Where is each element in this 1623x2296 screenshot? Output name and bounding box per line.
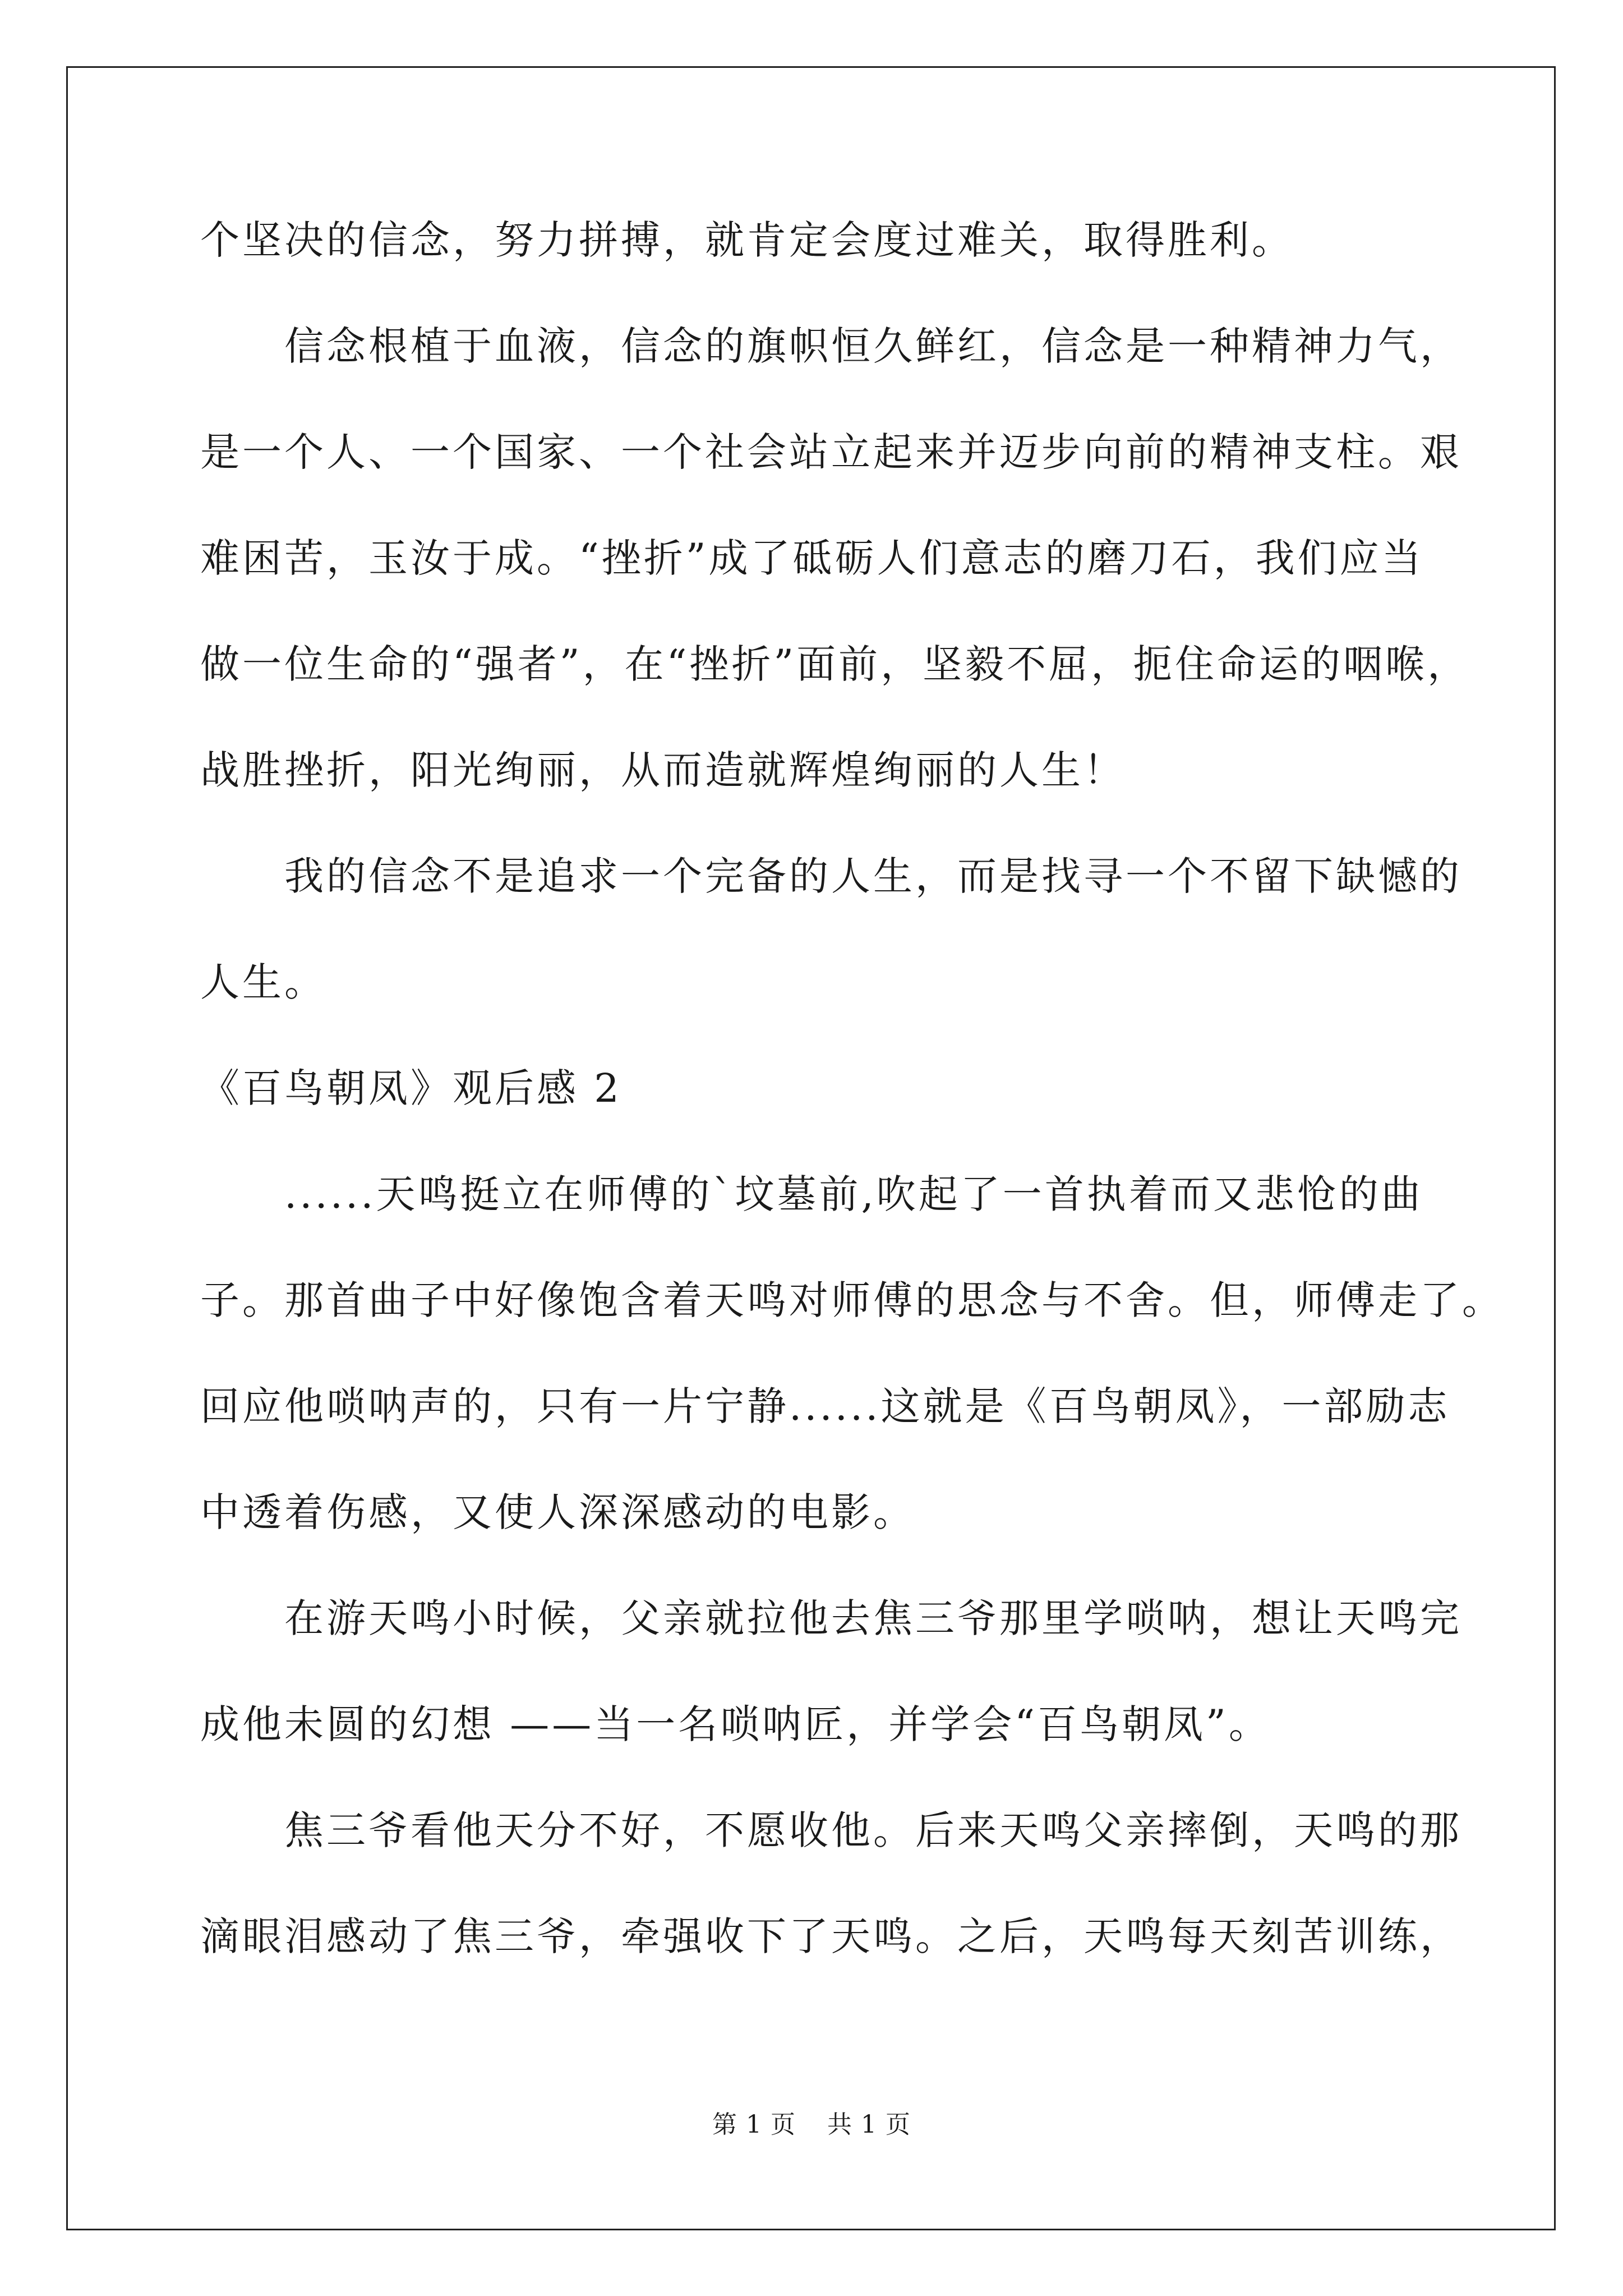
text-line: 成他未圆的幻想 ——当一名唢呐匠，并学会“百鸟朝凤”。 <box>200 1701 1271 1747</box>
text-line: 人生。 <box>200 959 326 1005</box>
text-line: 做一位生命的“强者”，在“挫折”面前，坚毅不屈，扼住命运的咽喉， <box>200 641 1470 687</box>
text-line: 我的信念不是追求一个完备的人生，而是找寻一个不留下缺憾的 <box>200 853 1462 899</box>
text-line: 焦三爷看他天分不好，不愿收他。后来天鸣父亲摔倒，天鸣的那 <box>200 1807 1462 1853</box>
section-heading: 《百鸟朝凤》观后感 2 <box>200 1065 622 1111</box>
text-line: 是一个人、一个国家、一个社会站立起来并迈步向前的精神支柱。艰 <box>200 429 1462 475</box>
text-line: 个坚决的信念，努力拼搏，就肯定会度过难关，取得胜利。 <box>200 217 1294 263</box>
text-line: ......天鸣挺立在师傅的`坟墓前,吹起了一首执着而又悲怆的曲 <box>200 1171 1423 1217</box>
page-footer <box>0 2108 1623 2142</box>
page-total: 共 1 页 <box>827 2110 911 2139</box>
text-line: 滴眼泪感动了焦三爷，牵强收下了天鸣。之后，天鸣每天刻苦训练， <box>200 1913 1462 1959</box>
text-line: 在游天鸣小时候，父亲就拉他去焦三爷那里学唢呐，想让天鸣完 <box>200 1595 1462 1641</box>
text-line: 信念根植于血液，信念的旗帜恒久鲜红，信念是一种精神力气， <box>200 323 1462 369</box>
text-line: 战胜挫折，阳光绚丽，从而造就辉煌绚丽的人生！ <box>200 747 1126 793</box>
text-line: 中透着伤感，又使人深深感动的电影。 <box>200 1489 915 1535</box>
text-line: 难困苦，玉汝于成。“挫折”成了砥砺人们意志的磨刀石，我们应当 <box>200 535 1424 581</box>
text-line: 子。那首曲子中好像饱含着天鸣对师傅的思念与不舍。但，师傅走了。 <box>200 1277 1504 1323</box>
text-line: 回应他唢呐声的，只有一片宁静......这就是《百鸟朝凤》，一部励志 <box>200 1383 1450 1429</box>
page-number: 第 1 页 <box>712 2110 796 2139</box>
page-border <box>66 66 1556 2230</box>
